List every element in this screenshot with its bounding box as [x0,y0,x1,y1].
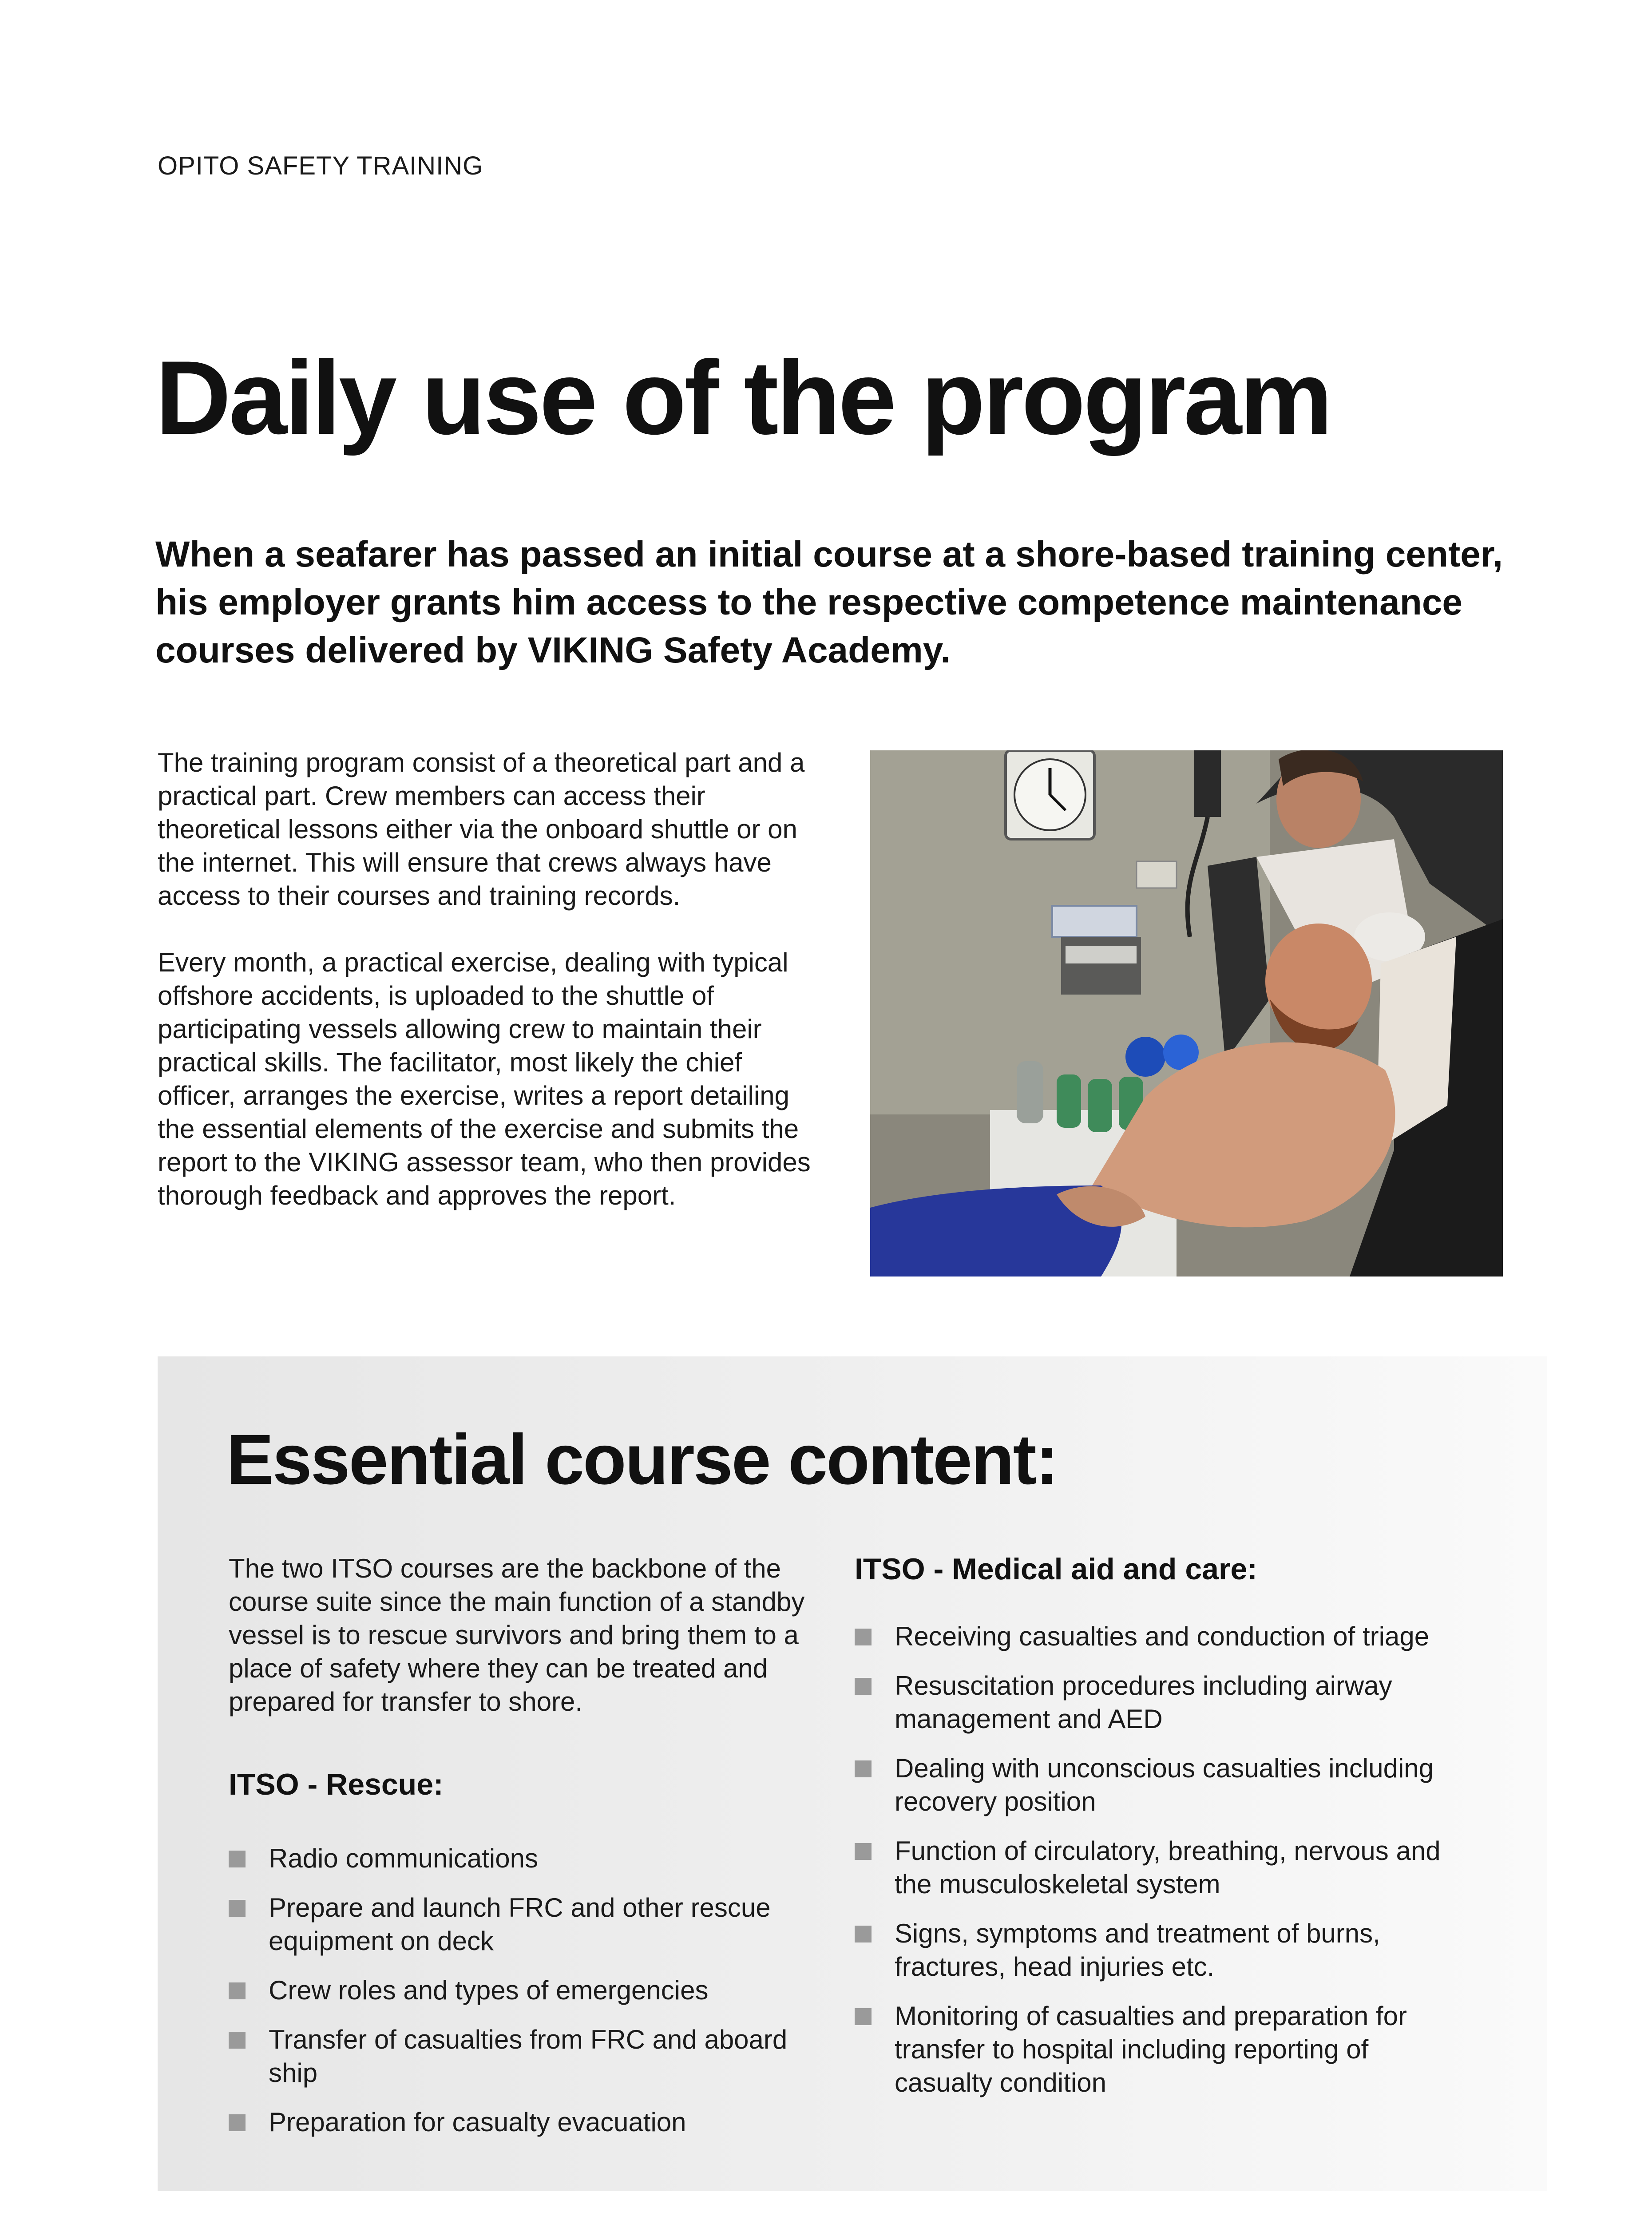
medical-training-photo [870,750,1503,1276]
course-content-panel [158,1356,1547,2191]
square-bullet-icon [855,1629,872,1645]
list-item: Monitoring of casualties and preparation for transfer to hospital including reporting of casualty condition [855,1999,1472,2099]
intro-paragraph-1: The training program consist of a theoretical part and a practical part. Crew members can access their theoretical lessons either via the onboard shuttle or on the internet. This will ensure that crews always have access to their courses and training records. [158,748,805,911]
intro-text [158,746,815,1245]
medical-heading: ITSO - Medical aid and care: [855,1552,1257,1586]
medical-list [855,1620,1472,2099]
square-bullet-icon [229,2114,246,2131]
medical-column [855,1552,1472,2115]
page-title: Daily use of the program [155,339,1331,456]
list-item: Crew roles and types of emergencies [229,1974,824,2007]
square-bullet-icon [229,1900,246,1917]
rescue-column [229,1552,824,2155]
square-bullet-icon [229,1982,246,1999]
wall-clock-icon [1006,750,1094,839]
list-item: Dealing with unconscious casualties including recovery position [855,1752,1472,1818]
rescue-list [229,1842,824,2139]
lead-paragraph: When a seafarer has passed an initial course at a shore-based training center, his employer grants him access to the respective competence maintenance courses delivered by VIKING Safety Academy. [155,534,1503,670]
list-item: Prepare and launch FRC and other rescue equipment on deck [229,1891,824,1958]
square-bullet-icon [855,1843,872,1860]
square-bullet-icon [229,2032,246,2049]
list-item: Function of circulatory, breathing, nervous and the musculoskeletal system [855,1834,1472,1901]
list-item: Preparation for casualty evacuation [229,2105,824,2139]
intro-paragraph-2: Every month, a practical exercise, dealing with typical offshore accidents, is uploaded to the shuttle of participating vessels allowing crew to maintain their practical skills. The facilitator, most likely the chief officer, arranges the exercise, writes a report detailing the essential elements of the exercise and submits the report to the VIKING assessor team, who then provides thorough feedback and approves the report. [158,947,811,1210]
list-item: Transfer of casualties from FRC and aboard ship [229,2023,824,2089]
square-bullet-icon [855,2008,872,2025]
list-item: Resuscitation procedures including airway management and AED [855,1669,1472,1736]
list-item: Receiving casualties and conduction of triage [855,1620,1472,1653]
panel-title: Essential course content: [226,1419,1058,1499]
list-item: Signs, symptoms and treatment of burns, fractures, head injuries etc. [855,1917,1472,1983]
square-bullet-icon [855,1678,872,1695]
section-label: OPITO SAFETY TRAINING [158,151,483,180]
square-bullet-icon [855,1926,872,1942]
square-bullet-icon [229,1851,246,1867]
square-bullet-icon [855,1760,872,1777]
panel-intro-text: The two ITSO courses are the backbone of the course suite since the main function of a standby vessel is to rescue survivors and bring them to a place of safety where they can be treated and prepared for transfer to shore. [229,1554,805,1717]
rescue-heading: ITSO - Rescue: [229,1768,444,1801]
list-item: Radio communications [229,1842,824,1875]
